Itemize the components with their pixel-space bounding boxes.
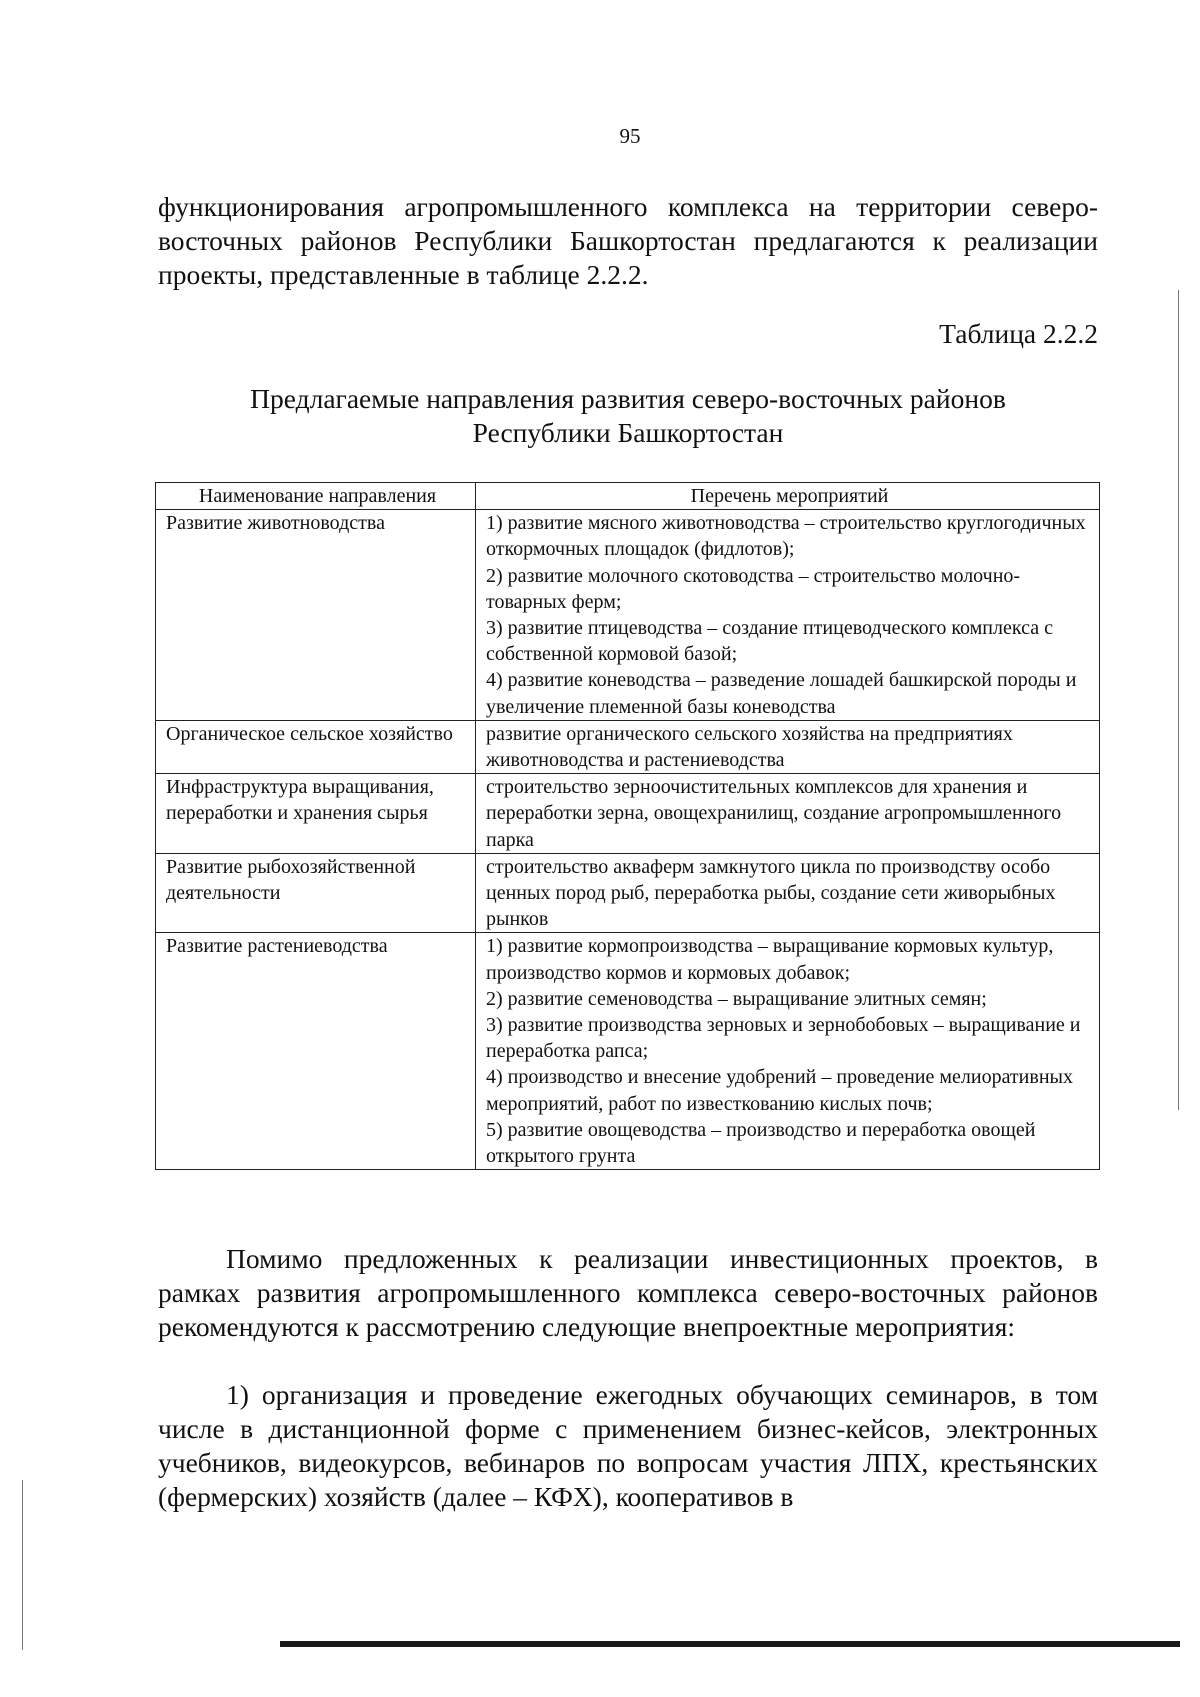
- measures-table: [155, 482, 1100, 1170]
- measures-cell: [476, 720, 1100, 773]
- measure-item: 5) развитие овощеводства – производство и переработка овощей открытого грунта: [486, 1118, 1036, 1168]
- table-caption: Таблица 2.2.2: [939, 318, 1098, 349]
- measure-item: 3) развитие производства зерновых и зернобобовых – выращивание и переработка рапса;: [486, 1014, 1081, 1063]
- table-title-line-2: Республики Башкортостан: [472, 417, 784, 448]
- direction-cell: Органическое сельское хозяйство: [156, 720, 476, 773]
- header-measures: Перечень мероприятий: [476, 483, 1100, 510]
- measures-cell: [476, 774, 1100, 854]
- table-title: [158, 382, 1098, 450]
- direction-cell: Развитие растениеводства: [156, 933, 476, 1170]
- table-title-line-1: Предлагаемые направления развития северо-восточных районов: [250, 383, 1006, 414]
- header-direction: Наименование направления: [156, 483, 476, 510]
- measure-item: 2) развитие семеноводства – выращивание элитных семян;: [486, 987, 987, 1010]
- table-row: [156, 720, 1100, 773]
- measure-item: 4) производство и внесение удобрений – проведение мелиоративных мероприятий, работ по известкованию кислых почв;: [486, 1066, 1073, 1115]
- scan-bottom-bar: [280, 1641, 1180, 1647]
- measure-item: строительство аквaферм замкнутого цикла по производству особо ценных пород рыб, переработка рыбы, создание сети живорыбных рынков: [486, 855, 1056, 931]
- measure-item: 2) развитие молочного скотоводства – строительство молочно-товарных ферм;: [486, 564, 1021, 613]
- scan-edge-line-left: [22, 1480, 23, 1650]
- table-row: [156, 510, 1100, 721]
- measures-cell: [476, 853, 1100, 933]
- measures-cell: [476, 510, 1100, 721]
- measure-item: 3) развитие птицеводства – создание птицеводческого комплекса с собственной кормовой базой;: [486, 617, 1053, 666]
- direction-cell: Развитие рыбохозяйственной деятельности: [156, 853, 476, 933]
- table-row: [156, 933, 1100, 1170]
- measure-item: развитие органического сельского хозяйства на предприятиях животноводства и растениеводства: [486, 722, 1013, 772]
- paragraph-extra-measures: Помимо предложенных к реализации инвестиционных проектов, в рамках развития агропромышленного комплекса северо-восточных районов рекомендуются к рассмотрению следующие внепроектные мероприятия:: [158, 1243, 1098, 1342]
- measure-item: 1) развитие кормопроизводства – выращивание кормовых культур, производство кормов и кормовых добавок;: [486, 935, 1054, 984]
- paragraph-list-item-1: 1) организация и проведение ежегодных обучающих семинаров, в том числе в дистанционной форме с применением бизнес-кейсов, электронных учебников, видеокурсов, вебинаров по вопросам участия ЛПХ, крестьянских (фермерских) хозяйств (далее – КФХ), кооперативов в: [158, 1379, 1098, 1512]
- table-row: [156, 853, 1100, 933]
- table-header-row: [156, 483, 1100, 510]
- measure-item: 4) развитие коневодства – разведение лошадей башкирской породы и увеличение племенной базы коневодства: [486, 669, 1077, 718]
- direction-cell: Инфраструктура выращивания, переработки и хранения сырья: [156, 774, 476, 854]
- intro-paragraph: функционирования агропромышленного комплекса на территории северо-восточных районов Республики Башкортостан предлагаются к реализации проекты, представленные в таблице 2.2.2.: [158, 191, 1098, 290]
- measures-cell: [476, 933, 1100, 1170]
- direction-cell: Развитие животноводства: [156, 510, 476, 721]
- measure-item: строительство зерноочистительных комплексов для хранения и переработки зерна, овощехранилищ, создание агропромышленного парка: [486, 776, 1062, 851]
- page-number: 95: [619, 124, 641, 148]
- scan-edge-line-right: [1178, 290, 1179, 1110]
- measure-item: 1) развитие мясного животноводства – строительство круглогодичных откормочных площадок (фидлотов);: [486, 512, 1086, 561]
- table-row: [156, 774, 1100, 854]
